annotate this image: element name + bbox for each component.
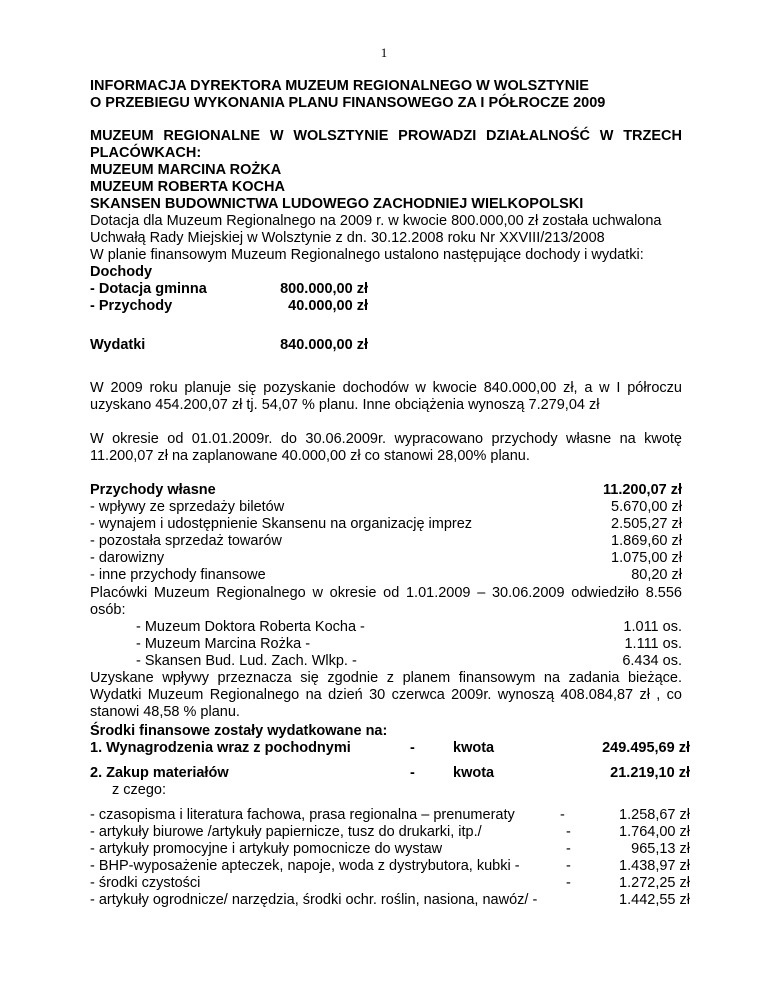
own-revenue-item — [90, 533, 682, 550]
plan-row-label: - Przychody — [90, 298, 173, 314]
material-label: - czasopisma i literatura fachowa, prasa regionalna – prenumeraty — [90, 807, 515, 823]
visitors-place: - Muzeum Doktora Roberta Kocha - — [136, 619, 365, 635]
own-revenue-item — [90, 516, 682, 533]
expense-row — [90, 765, 690, 782]
wydatki-label: Wydatki — [90, 337, 146, 353]
material-value: 1.438,97 zł — [619, 858, 690, 874]
material-dash: - — [566, 824, 571, 840]
expense-label: 2. Zakup materiałów — [90, 765, 229, 781]
material-row — [90, 875, 690, 892]
material-dash: - — [566, 858, 571, 874]
own-revenue-item-value: 80,20 zł — [631, 567, 682, 583]
material-row — [90, 841, 690, 858]
material-value: 1.764,00 zł — [619, 824, 690, 840]
expense-value: 21.219,10 zł — [610, 765, 690, 781]
expense-kwota: kwota — [453, 765, 495, 781]
wydatki-value: 840.000,00 zł — [280, 337, 368, 353]
material-dash: - — [560, 807, 565, 823]
institution-name: SKANSEN BUDOWNICTWA LUDOWEGO ZACHODNIEJ WIELKOPOLSKI — [90, 196, 584, 212]
own-revenue-item — [90, 550, 682, 567]
institutions-heading — [90, 128, 682, 213]
document-title — [90, 78, 682, 112]
expense-value: 249.495,69 zł — [602, 740, 690, 756]
material-row — [90, 824, 690, 841]
visitors-place: - Muzeum Marcina Rożka - — [136, 636, 311, 652]
material-label: - artykuły biurowe /artykuły papiernicze, tusz do drukarki, itp./ — [90, 824, 482, 840]
visitors-place: - Skansen Bud. Lud. Zach. Wlkp. - — [136, 653, 357, 669]
own-revenue-item-label: - pozostała sprzedaż towarów — [90, 533, 282, 549]
z-czego — [90, 782, 682, 799]
title-line: INFORMACJA DYREKTORA MUZEUM REGIONALNEGO W WOLSZTYNIE — [90, 78, 589, 94]
own-revenue-item — [90, 499, 682, 516]
visitors-count: 6.434 os. — [622, 653, 682, 669]
own-revenue-item-label: - wynajem i udostępnienie Skansenu na organizację imprez — [90, 516, 473, 532]
page-number: 1 — [380, 45, 388, 60]
wydatki-row — [90, 337, 682, 354]
plan-row-label: - Dotacja gminna — [90, 281, 207, 297]
material-value: 1.442,55 zł — [619, 892, 690, 908]
own-revenue-item-value: 5.670,00 zł — [611, 499, 682, 515]
income-paragraph: W 2009 roku planuje się pozyskanie dochodów w kwocie 840.000,00 zł, a w I półroczu uzyskano 454.200,07 zł tj. 54,07 % planu. Inne obciążenia wynoszą 7.279,04 zł — [90, 380, 682, 413]
title-line: O PRZEBIEGU WYKONANIA PLANU FINANSOWEGO ZA I PÓŁROCZE 2009 — [90, 95, 606, 111]
material-dash: - — [566, 841, 571, 857]
material-row — [90, 858, 690, 875]
plan-row-value: 40.000,00 zł — [288, 298, 368, 314]
expense-label: 1. Wynagrodzenia wraz z pochodnymi — [90, 740, 351, 756]
dochody-label: Dochody — [90, 264, 153, 280]
expense-row — [90, 740, 690, 757]
intro-line: Uchwałą Rady Miejskiej w Wolsztynie z dn. 30.12.2008 roku Nr XXVIII/213/2008 — [90, 230, 605, 246]
own-revenue-item-label: - wpływy ze sprzedaży biletów — [90, 499, 285, 515]
visitors-count: 1.011 os. — [623, 619, 682, 635]
expense-dash: - — [410, 765, 415, 781]
expense-kwota: kwota — [453, 740, 495, 756]
own-revenue-item-value: 2.505,27 zł — [611, 516, 682, 532]
own-revenue-item-label: - darowizny — [90, 550, 165, 566]
own-revenue-item — [90, 567, 682, 584]
material-row — [90, 807, 690, 824]
material-value: 1.272,25 zł — [619, 875, 690, 891]
material-label: - BHP-wyposażenie apteczek, napoje, woda z dystrybutora, kubki - — [90, 858, 520, 874]
materials-table — [90, 807, 690, 909]
visitors-row — [90, 653, 682, 670]
plan-row — [90, 298, 682, 315]
plan-row — [90, 281, 682, 298]
material-label: - artykuły promocyjne i artykuły pomocnicze do wystaw — [90, 841, 443, 857]
spending-paragraph: Uzyskane wpływy przeznacza się zgodnie z planem finansowym na zadania bieżące. Wydatki Muzeum Regionalnego na dzień 30 czerwca 2009r. wynoszą 408.084,87 zł , co stanowi 48,58 % planu. — [90, 670, 682, 720]
material-value: 965,13 zł — [631, 841, 690, 857]
intro-line: W planie finansowym Muzeum Regionalnego ustalono następujące dochody i wydatki: — [90, 247, 644, 263]
material-row — [90, 892, 690, 909]
plan-summary — [90, 264, 682, 315]
intro-line: Dotacja dla Muzeum Regionalnego na 2009 r. w kwocie 800.000,00 zł została uchwalona — [90, 213, 662, 229]
own-revenue-item-value: 1.075,00 zł — [611, 550, 682, 566]
own-revenue-item-label: - inne przychody finansowe — [90, 567, 266, 583]
own-revenue-paragraph: W okresie od 01.01.2009r. do 30.06.2009r. wypracowano przychody własne na kwotę 11.200,07 zł na zaplanowane 40.000,00 zł co stanowi 28,00% planu. — [90, 431, 682, 464]
own-revenue-total-row — [90, 482, 682, 499]
visitors-table — [90, 619, 682, 670]
own-revenue-total: 11.200,07 zł — [602, 482, 682, 498]
intro-paragraph — [90, 213, 682, 264]
visitors-count: 1.111 os. — [624, 636, 682, 652]
own-revenue-item-value: 1.869,60 zł — [611, 533, 682, 549]
visitors-row — [90, 619, 682, 636]
institution-name: MUZEUM MARCINA ROŻKA — [90, 162, 282, 178]
own-revenue-label: Przychody własne — [90, 482, 216, 498]
heading-line: MUZEUM REGIONALNE W WOLSZTYNIE PROWADZI DZIAŁALNOŚĆ W TRZECH PLACÓWKACH: — [90, 128, 682, 161]
material-value: 1.258,67 zł — [619, 807, 690, 823]
visitors-row — [90, 636, 682, 653]
visitors-intro: Placówki Muzeum Regionalnego w okresie od 1.01.2009 – 30.06.2009 odwiedziło 8.556 osób: — [90, 585, 682, 618]
own-revenue-table — [90, 482, 682, 584]
z-czego-label: z czego: — [112, 782, 166, 798]
institution-name: MUZEUM ROBERTA KOCHA — [90, 179, 285, 195]
material-label: - artykuły ogrodnicze/ narzędzia, środki ochr. roślin, nasiona, nawóz/ - — [90, 892, 538, 908]
material-label: - środki czystości — [90, 875, 201, 891]
expense-dash: - — [410, 740, 415, 756]
plan-row-value: 800.000,00 zł — [280, 281, 368, 297]
expenses-heading: Środki finansowe zostały wydatkowane na: — [90, 723, 388, 739]
material-dash: - — [566, 875, 571, 891]
